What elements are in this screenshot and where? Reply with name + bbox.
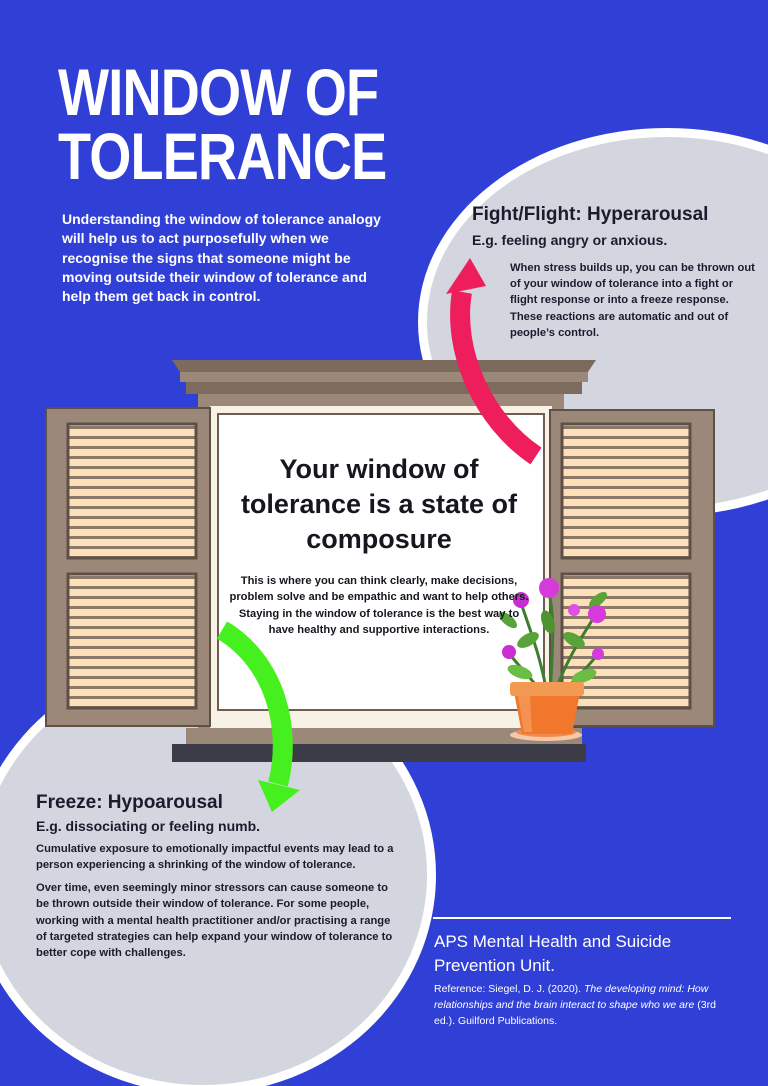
window-body: This is where you can think clearly, make decisions, problem solve and be empathic and want to help others. Staying in the window of tolerance is the best way to have healthy and supportive interactions.: [229, 575, 529, 636]
window-heading: Your window of tolerance is a state of composure: [240, 454, 518, 554]
title-line-2: TOLERANCE: [58, 119, 387, 193]
curved-up-arrow-icon: [446, 258, 536, 456]
reference: [434, 981, 734, 1029]
hypoarousal-paragraph-1: Cumulative exposure to emotionally impactful events may lead to a person experiencing a shrinking of the window of tolerance.: [36, 843, 394, 872]
curved-down-arrow-icon: [222, 630, 300, 812]
hypoarousal-title: Freeze: Hypoarousal: [36, 792, 223, 813]
hyperarousal-title: Fight/Flight: Hyperarousal: [472, 204, 709, 225]
hypoarousal-example: E.g. dissociating or feeling numb.: [36, 818, 261, 834]
intro-text: Understanding the window of tolerance analogy will help us to act purposefully when we recognise the signs that someone might be moving outside their window of tolerance and help them get back in control.: [62, 211, 381, 305]
unit-name: APS Mental Health and Suicide Prevention Unit.: [434, 932, 672, 975]
hyperarousal-body: When stress builds up, you can be thrown out of your window of tolerance into a fight or flight response or into a freeze response. These reactions are automatic and out of people’s control.: [510, 262, 755, 339]
reference-prefix: Reference: Siegel, D. J. (2020).: [434, 983, 584, 995]
reference-title: The developing mind: How relationships and the brain interact to shape who we are: [434, 983, 709, 1011]
reference-suffix: (3rd ed.). Guilford Publications.: [434, 999, 716, 1027]
title-line-1: WINDOW OF: [58, 55, 379, 129]
hyperarousal-example: E.g. feeling angry or anxious.: [472, 232, 668, 248]
footer-divider: [433, 917, 731, 919]
hypoarousal-paragraph-2: Over time, even seemingly minor stressors can cause someone to be thrown outside their window of tolerance. For some people, working with a mental health practitioner and/or practising a range of targeted strategies can help expand your window of tolerance to better cope with challenges.: [36, 882, 393, 960]
